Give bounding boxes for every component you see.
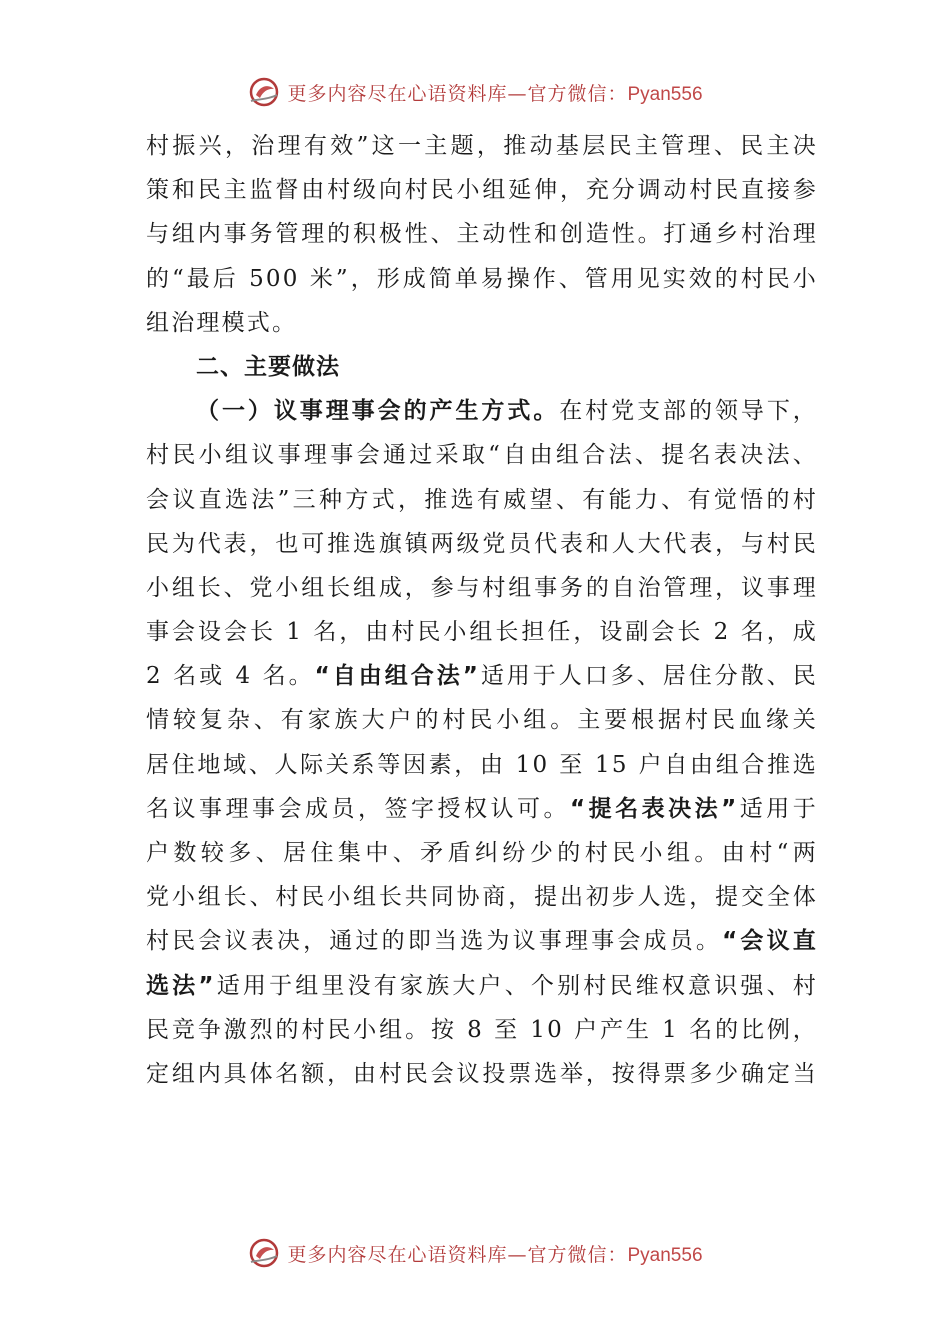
watermark-text: 更多内容尽在心语资料库—官方微信：Pyan556 — [287, 82, 703, 105]
brand-logo-icon — [247, 1236, 281, 1270]
text-line: 户数较多、居住集中、矛盾纠纷少的村民小组。由村“两 — [146, 840, 818, 866]
method-term: “会议直 — [722, 928, 818, 955]
watermark-group — [247, 1236, 702, 1270]
text-line: 策和民主监督由村级向村民小组延伸，充分调动村民直接参 — [146, 177, 818, 204]
text-line: 情较复杂、有家族大户的村民小组。主要根据村民血缘关 — [146, 707, 818, 734]
wechat-id: Pyan556 — [627, 83, 703, 105]
header-watermark — [0, 72, 950, 112]
document-body — [146, 124, 818, 1096]
text-line: 村民小组议事理事会通过采取“自由组合法、提名表决法、 — [146, 442, 818, 469]
subsection-title: （一）议事理事会的产生方式。 — [196, 398, 560, 425]
footer-watermark — [0, 1233, 950, 1273]
method-term: 选法” — [146, 972, 216, 999]
text-line: （一）议事理事会的产生方式。在村党支部的领导下， — [196, 398, 818, 425]
watermark-text: 更多内容尽在心语资料库—官方微信：Pyan556 — [287, 1243, 703, 1266]
text-line: 2 名或 4 名。“自由组合法”适用于人口多、居住分散、民 — [146, 663, 818, 690]
text-line: 组治理模式。 — [146, 309, 298, 336]
text-line: 与组内事务管理的积极性、主动性和创造性。打通乡村治理 — [146, 221, 818, 248]
wechat-id: Pyan556 — [627, 1244, 703, 1266]
method-term: “提名表决法” — [570, 795, 739, 822]
text-line: 民竞争激烈的村民小组。按 8 至 10 户产生 1 名的比例， — [146, 1016, 818, 1043]
text-line: 民为代表，也可推选旗镇两级党员代表和人大代表，与村民 — [146, 530, 818, 557]
text-line: 小组长、党小组长组成，参与村组事务的自治管理，议事理 — [146, 574, 818, 601]
text-line: 居住地域、人际关系等因素，由 10 至 15 户自由组合推选 — [146, 751, 818, 778]
text-line: 选法”适用于组里没有家族大户、个别村民维权意识强、村 — [146, 972, 818, 999]
text-line: 定组内具体名额，由村民会议投票选举，按得票多少确定当 — [146, 1060, 818, 1087]
brand-logo-icon — [247, 75, 281, 109]
text-line: 名议事理事会成员，签字授权认可。“提名表决法”适用于 — [146, 795, 818, 822]
section-heading: 二、主要做法 — [196, 353, 340, 380]
text-line: 村民会议表决，通过的即当选为议事理事会成员。“会议直 — [146, 928, 818, 955]
watermark-group — [247, 75, 702, 109]
text-line: 事会设会长 1 名，由村民小组长担任，设副会长 2 名，成 — [146, 619, 818, 646]
method-term: “自由组合法” — [314, 663, 481, 690]
text-line: 党小组长、村民小组长共同协商，提出初步人选，提交全体 — [146, 884, 818, 911]
text-line: 的“最后 500 米”，形成简单易操作、管用见实效的村民小 — [146, 265, 818, 292]
text-line: 会议直选法”三种方式，推选有威望、有能力、有觉悟的村 — [146, 486, 818, 513]
text-line: 村振兴，治理有效”这一主题，推动基层民主管理、民主决 — [146, 133, 818, 159]
